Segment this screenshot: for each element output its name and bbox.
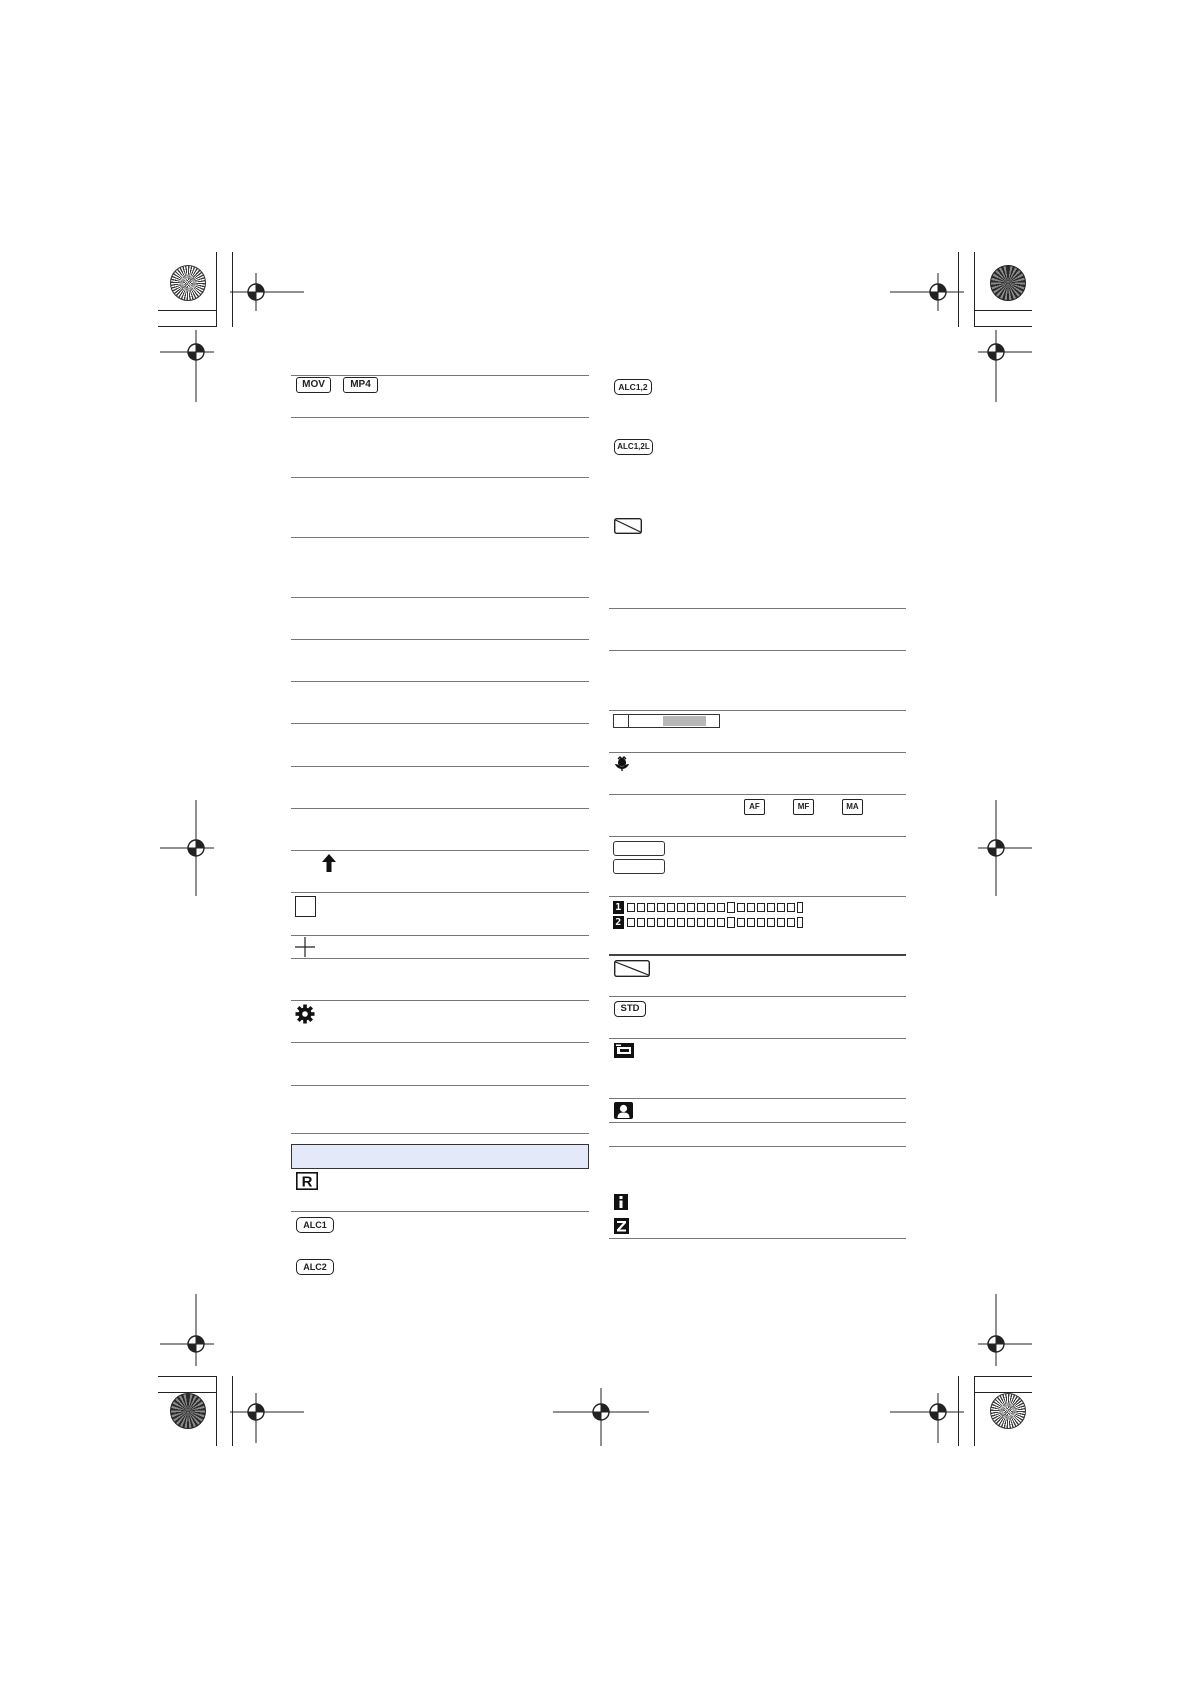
svg-text:R: R xyxy=(301,1173,313,1190)
registration-mark-br1 xyxy=(978,1294,1032,1366)
person-icon xyxy=(614,1102,633,1119)
mp4-badge: MP4 xyxy=(343,377,378,393)
registration-mark-bl1 xyxy=(160,1294,214,1366)
wb-row1-label: 1 xyxy=(613,901,624,914)
registration-mark-bc xyxy=(553,1388,649,1446)
registration-mark-tr1 xyxy=(890,273,964,311)
alc2-badge: ALC2 xyxy=(296,1259,334,1275)
r-icon xyxy=(296,1172,318,1190)
pinwheel-top-left xyxy=(170,265,206,301)
std-badge: STD xyxy=(614,1001,646,1017)
macro-tulip-icon xyxy=(614,755,630,772)
pinwheel-bottom-left xyxy=(170,1393,206,1429)
ma-badge: MA xyxy=(842,799,863,815)
af-badge: AF xyxy=(744,799,765,815)
slash-box-icon-2 xyxy=(614,960,650,977)
registration-mark-tl1 xyxy=(230,273,304,311)
mov-badge: MOV xyxy=(296,377,331,393)
registration-mark-tl2 xyxy=(160,330,214,402)
mf-badge: MF xyxy=(793,799,814,815)
white-balance-meter xyxy=(613,901,803,931)
scale-bar-icon xyxy=(613,714,720,728)
alc12l-badge: ALC1,2L xyxy=(614,439,653,455)
registration-mark-mr xyxy=(978,800,1032,896)
wb-row2-label: 2 xyxy=(613,916,624,929)
crosshair-icon xyxy=(295,937,315,957)
registration-mark-bl2 xyxy=(230,1393,304,1443)
slash-box-icon xyxy=(614,518,642,534)
wb-meter-squares xyxy=(627,902,803,930)
square-frame-icon xyxy=(295,896,316,917)
registration-mark-tr2 xyxy=(978,330,1032,402)
blank-pill-icon-1 xyxy=(613,841,665,856)
gear-icon xyxy=(295,1004,315,1024)
alc12-badge: ALC1,2 xyxy=(614,379,652,395)
registration-mark-br2 xyxy=(890,1393,964,1443)
pinwheel-top-right xyxy=(990,265,1026,301)
blank-pill-icon-2 xyxy=(613,859,665,874)
highlighted-section-bar xyxy=(291,1144,589,1169)
z-icon xyxy=(614,1218,629,1234)
up-arrow-icon xyxy=(322,854,336,872)
pinwheel-bottom-right xyxy=(990,1393,1026,1429)
registration-mark-ml xyxy=(160,800,214,896)
screen-icon xyxy=(614,1043,634,1058)
alc1-badge: ALC1 xyxy=(296,1217,334,1233)
i-icon xyxy=(614,1194,628,1210)
